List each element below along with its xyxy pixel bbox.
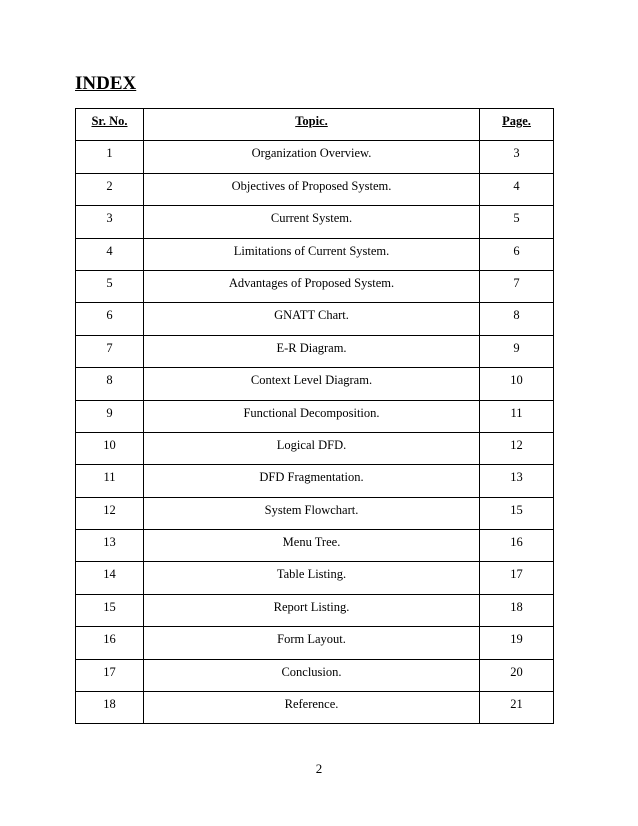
table-row xyxy=(76,465,554,497)
page-cell xyxy=(480,335,554,367)
index-table-body xyxy=(76,141,554,724)
page-cell xyxy=(480,692,554,724)
page-cell-text: 21 xyxy=(510,697,523,712)
sr-no-cell xyxy=(76,238,144,270)
sr-no-cell xyxy=(76,562,144,594)
page-cell-text: 20 xyxy=(510,664,523,679)
page-cell xyxy=(480,303,554,335)
topic-cell-text: Context Level Diagram. xyxy=(250,373,373,388)
topic-cell xyxy=(144,659,480,691)
page-cell-text: 18 xyxy=(510,599,523,614)
topic-cell-text: Advantages of Proposed System. xyxy=(228,275,395,290)
page-cell xyxy=(480,562,554,594)
sr-no-cell xyxy=(76,368,144,400)
page-cell xyxy=(480,400,554,432)
table-row xyxy=(76,594,554,626)
topic-cell xyxy=(144,530,480,562)
topic-cell xyxy=(144,270,480,302)
topic-cell xyxy=(144,497,480,529)
table-row xyxy=(76,432,554,464)
page-cell-text: 7 xyxy=(513,275,520,290)
topic-cell xyxy=(144,173,480,205)
sr-no-cell-text: 6 xyxy=(106,308,113,323)
sr-no-cell-text: 2 xyxy=(106,178,113,193)
page-cell-text: 6 xyxy=(513,243,520,258)
sr-no-cell-text: 8 xyxy=(106,373,113,388)
header-sr-no xyxy=(76,109,144,141)
table-row xyxy=(76,627,554,659)
sr-no-cell xyxy=(76,141,144,173)
header-page xyxy=(480,109,554,141)
sr-no-cell xyxy=(76,270,144,302)
page-cell xyxy=(480,659,554,691)
topic-cell-text: Report Listing. xyxy=(273,599,350,614)
topic-cell-text: Menu Tree. xyxy=(282,535,341,550)
table-row xyxy=(76,270,554,302)
sr-no-cell-text: 1 xyxy=(106,146,113,161)
sr-no-cell xyxy=(76,173,144,205)
table-row xyxy=(76,659,554,691)
page-cell-text: 4 xyxy=(513,178,520,193)
table-row xyxy=(76,530,554,562)
topic-cell-text: Conclusion. xyxy=(281,664,342,679)
page-cell xyxy=(480,141,554,173)
table-row xyxy=(76,400,554,432)
sr-no-cell-text: 14 xyxy=(103,567,116,582)
topic-cell xyxy=(144,368,480,400)
topic-cell-text: Organization Overview. xyxy=(251,146,372,161)
sr-no-cell-text: 15 xyxy=(103,599,116,614)
topic-cell xyxy=(144,594,480,626)
header-topic-label: Topic. xyxy=(295,114,328,128)
topic-cell-text: Form Layout. xyxy=(277,632,346,647)
sr-no-cell-text: 12 xyxy=(103,502,116,517)
sr-no-cell-text: 5 xyxy=(106,275,113,290)
sr-no-cell xyxy=(76,497,144,529)
table-row xyxy=(76,692,554,724)
page-cell xyxy=(480,173,554,205)
page-cell-text: 10 xyxy=(510,373,523,388)
page-cell-text: 16 xyxy=(510,535,523,550)
sr-no-cell-text: 9 xyxy=(106,405,113,420)
sr-no-cell xyxy=(76,627,144,659)
sr-no-cell-text: 17 xyxy=(103,664,116,679)
sr-no-cell xyxy=(76,594,144,626)
topic-cell xyxy=(144,692,480,724)
topic-cell xyxy=(144,303,480,335)
topic-cell xyxy=(144,206,480,238)
table-row xyxy=(76,206,554,238)
sr-no-cell xyxy=(76,206,144,238)
page-cell-text: 19 xyxy=(510,632,523,647)
page-cell xyxy=(480,594,554,626)
topic-cell-text: Logical DFD. xyxy=(276,437,347,452)
page-cell xyxy=(480,368,554,400)
page-cell-text: 5 xyxy=(513,211,520,226)
topic-cell-text: E-R Diagram. xyxy=(276,340,347,355)
sr-no-cell-text: 16 xyxy=(103,632,116,647)
page-cell xyxy=(480,627,554,659)
page-cell-text: 11 xyxy=(510,405,523,420)
table-row xyxy=(76,335,554,367)
topic-cell xyxy=(144,627,480,659)
sr-no-cell-text: 18 xyxy=(103,697,116,712)
page-cell xyxy=(480,270,554,302)
table-row xyxy=(76,173,554,205)
topic-cell-text: Limitations of Current System. xyxy=(233,243,390,258)
table-row xyxy=(76,562,554,594)
topic-cell xyxy=(144,562,480,594)
sr-no-cell xyxy=(76,465,144,497)
topic-cell xyxy=(144,335,480,367)
sr-no-cell xyxy=(76,400,144,432)
page-cell-text: 17 xyxy=(510,567,523,582)
topic-cell-text: Table Listing. xyxy=(276,567,347,582)
index-table xyxy=(75,108,554,724)
header-topic xyxy=(144,109,480,141)
topic-cell-text: Reference. xyxy=(284,697,339,712)
sr-no-cell xyxy=(76,530,144,562)
table-row xyxy=(76,303,554,335)
sr-no-cell-text: 3 xyxy=(106,211,113,226)
topic-cell-text: Objectives of Proposed System. xyxy=(231,178,392,193)
sr-no-cell-text: 13 xyxy=(103,535,116,550)
sr-no-cell xyxy=(76,659,144,691)
topic-cell-text: Functional Decomposition. xyxy=(243,405,380,420)
page-cell xyxy=(480,432,554,464)
sr-no-cell-text: 10 xyxy=(103,437,116,452)
page-cell xyxy=(480,465,554,497)
page-cell xyxy=(480,238,554,270)
table-row xyxy=(76,141,554,173)
topic-cell-text: DFD Fragmentation. xyxy=(259,470,364,485)
page-cell-text: 15 xyxy=(510,502,523,517)
header-page-label: Page. xyxy=(502,114,531,128)
table-row xyxy=(76,497,554,529)
topic-cell xyxy=(144,465,480,497)
topic-cell xyxy=(144,432,480,464)
page-cell-text: 13 xyxy=(510,470,523,485)
sr-no-cell xyxy=(76,303,144,335)
sr-no-cell-text: 7 xyxy=(106,340,113,355)
topic-cell-text: Current System. xyxy=(270,211,353,226)
sr-no-cell-text: 4 xyxy=(106,243,113,258)
topic-cell xyxy=(144,141,480,173)
topic-cell-text: System Flowchart. xyxy=(264,502,359,517)
page-cell-text: 8 xyxy=(513,308,520,323)
page-cell xyxy=(480,497,554,529)
table-row xyxy=(76,368,554,400)
table-row xyxy=(76,238,554,270)
page-cell-text: 9 xyxy=(513,340,520,355)
page-cell xyxy=(480,206,554,238)
sr-no-cell xyxy=(76,432,144,464)
topic-cell xyxy=(144,400,480,432)
topic-cell-text: GNATT Chart. xyxy=(274,308,349,323)
sr-no-cell xyxy=(76,692,144,724)
page-number: 2 xyxy=(315,761,323,776)
page-cell-text: 3 xyxy=(513,146,520,161)
page-title: INDEX xyxy=(75,73,137,94)
header-sr-no-label: Sr. No. xyxy=(91,114,128,128)
sr-no-cell-text: 11 xyxy=(103,470,116,485)
page-cell-text: 12 xyxy=(510,437,523,452)
table-header-row xyxy=(76,109,554,141)
page-cell xyxy=(480,530,554,562)
topic-cell xyxy=(144,238,480,270)
sr-no-cell xyxy=(76,335,144,367)
